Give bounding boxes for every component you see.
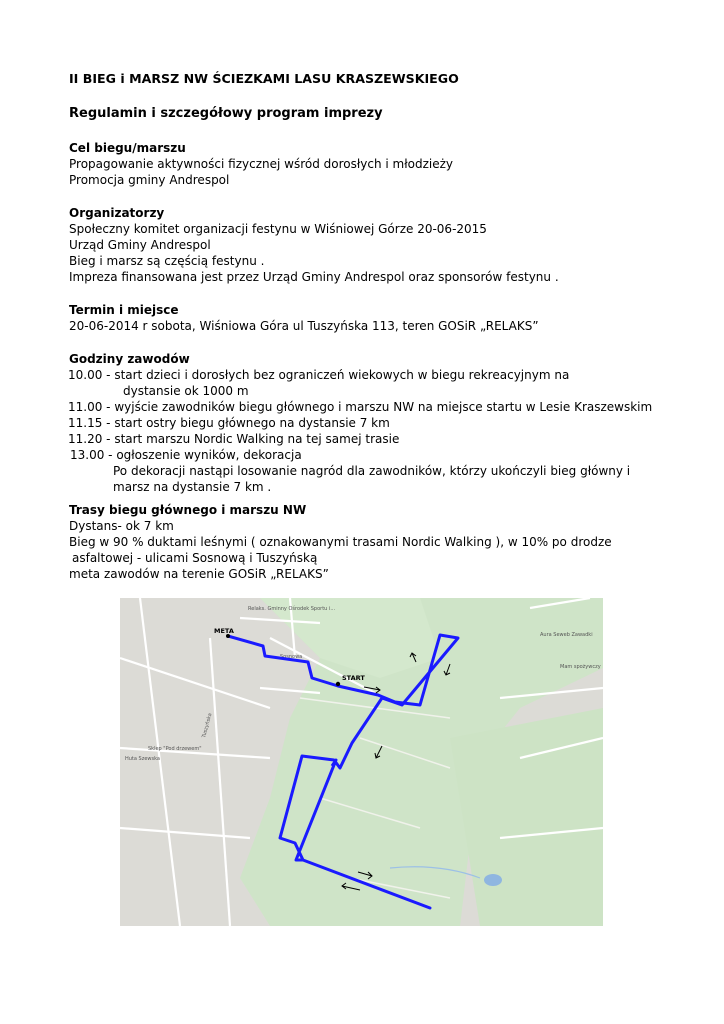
section-heading-cel: Cel biegu/marszu <box>69 141 186 155</box>
cel-line-1: Propagowanie aktywności fizycznej wśród dorosłych i młodzieży <box>69 157 454 171</box>
godziny-line-6: 13.00 - ogłoszenie wyników, dekoracja <box>70 448 302 462</box>
route-map <box>120 598 603 926</box>
map-label-aura: Aura Seweb Zawadki <box>540 632 593 638</box>
godziny-line-3: 11.00 - wyjście zawodników biegu głównego i marszu NW na miejsce startu w Lesie Kraszewskim <box>68 400 653 414</box>
map-label-tuszynska: Tuszyńska <box>201 712 214 739</box>
section-heading-organizatorzy: Organizatorzy <box>69 206 165 220</box>
organizatorzy-line-3: Bieg i marsz są częścią festynu . <box>69 254 265 268</box>
section-heading-godziny: Godziny zawodów <box>69 352 190 366</box>
godziny-line-5: 11.20 - start marszu Nordic Walking na tej samej trasie <box>68 432 400 446</box>
map-label-huta: Huta Szewska <box>125 756 160 762</box>
start-label: START <box>342 674 365 682</box>
start-marker <box>336 682 340 686</box>
trasy-line-3: asfaltowej - ulicami Sosnową i Tuszyńską <box>72 551 318 565</box>
document-subtitle: Regulamin i szczegółowy program imprezy <box>69 106 383 121</box>
map-label-mam: Mam spożywczy <box>560 664 601 670</box>
map-label-sklep: Sklep "Pod drzewem" <box>148 746 202 752</box>
godziny-line-1: 10.00 - start dzieci i dorosłych bez ograniczeń wiekowych w biegu rekreacyjnym na <box>68 368 570 382</box>
termin-line-1: 20-06-2014 r sobota, Wiśniowa Góra ul Tuszyńska 113, teren GOSiR „RELAKS” <box>69 319 539 333</box>
trasy-line-4: meta zawodów na terenie GOSiR „RELAKS” <box>69 567 329 581</box>
map-label-sosnowa: Sosnowa <box>280 654 303 660</box>
meta-label: META <box>214 627 234 635</box>
map-label-relaks: Relaks. Gminny Ośrodek Sportu i... <box>248 606 336 612</box>
organizatorzy-line-2: Urząd Gminy Andrespol <box>69 238 211 252</box>
document-title: II BIEG i MARSZ NW ŚCIEZKAMI LASU KRASZEWSKIEGO <box>69 71 459 86</box>
godziny-line-8: marsz na dystansie 7 km . <box>113 480 272 494</box>
cel-line-2: Promocja gminy Andrespol <box>69 173 230 187</box>
trasy-line-1: Dystans- ok 7 km <box>69 519 174 533</box>
organizatorzy-line-1: Społeczny komitet organizacji festynu w Wiśniowej Górze 20-06-2015 <box>69 222 487 236</box>
trasy-line-2: Bieg w 90 % duktami leśnymi ( oznakowanymi trasami Nordic Walking ), w 10% po drodze <box>69 535 612 549</box>
section-heading-termin: Termin i miejsce <box>69 303 179 317</box>
organizatorzy-line-4: Impreza finansowana jest przez Urząd Gminy Andrespol oraz sponsorów festynu . <box>69 270 559 284</box>
godziny-line-4: 11.15 - start ostry biegu głównego na dystansie 7 km <box>68 416 390 430</box>
route-map-graphic <box>120 598 603 926</box>
section-heading-trasy: Trasy biegu głównego i marszu NW <box>69 503 307 517</box>
godziny-line-7: Po dekoracji nastąpi losowanie nagród dla zawodników, którzy ukończyli bieg główny i <box>113 464 631 478</box>
godziny-line-2: dystansie ok 1000 m <box>123 384 249 398</box>
pond <box>484 874 502 886</box>
